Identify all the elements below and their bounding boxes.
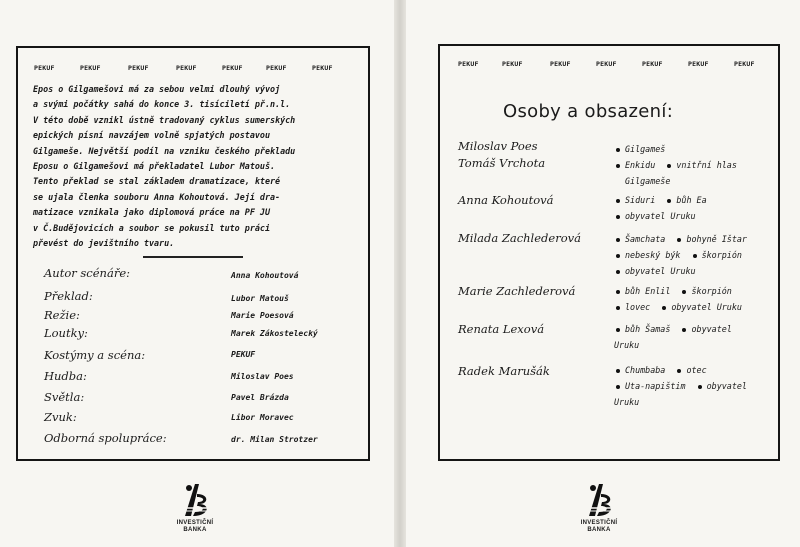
role-name: Gilgameše (625, 176, 671, 186)
intro-line: v Č.Budějovicích a soubor se pokusil tuto práci (33, 222, 270, 233)
cast-roles (614, 283, 742, 315)
credit-label: Překlad: (44, 289, 93, 303)
credit-label: Režie: (44, 308, 80, 322)
cast-actor: Tomáš Vrchota (458, 156, 546, 170)
credit-value: Marek Zákostelecký (231, 329, 318, 338)
credit-label: Hudba: (44, 369, 87, 383)
intro-line: převést do jevištního tvaru. (33, 238, 175, 249)
role-name: Šamchata (625, 234, 666, 244)
pekuf-label: PEKUF (688, 60, 709, 68)
pekuf-label: PEKUF (458, 60, 479, 68)
logo-text-line: BANKA (587, 527, 611, 533)
credit-value: Libor Moravec (231, 413, 294, 422)
credit-label: Zvuk: (44, 410, 77, 424)
cast-actor: Radek Marušák (458, 364, 550, 378)
logo-text-line: INVESTIČNÍ (176, 520, 214, 526)
pekuf-row-left (0, 64, 396, 74)
role-name: Enkidu (625, 160, 656, 170)
pekuf-label: PEKUF (176, 64, 197, 72)
credit-value: Anna Kohoutová (231, 271, 299, 280)
role-name: obyvatel Uruku (625, 266, 696, 276)
bank-logo-left (160, 478, 230, 534)
role-name: nebeský býk (625, 250, 681, 260)
pekuf-row-right (404, 60, 800, 70)
role-name: bůh Šamaš (625, 324, 671, 334)
cast-actor: Marie Zachlederová (458, 284, 576, 298)
credit-label: Odborná spolupráce: (44, 431, 167, 445)
divider-line (143, 256, 243, 258)
cast-roles (614, 321, 732, 353)
role-name: Uruku (614, 340, 640, 350)
cast-roles (614, 141, 665, 157)
credit-value: PEKUF (231, 350, 256, 359)
role-name: Uruku (614, 397, 640, 407)
pekuf-label: PEKUF (266, 64, 287, 72)
pekuf-label: PEKUF (34, 64, 55, 72)
bank-emblem-icon (175, 478, 215, 520)
pekuf-label: PEKUF (596, 60, 617, 68)
role-name: škorpión (701, 250, 742, 260)
intro-line: Tento překlad se stal základem dramatizace, které (33, 176, 281, 187)
role-name: otec (686, 365, 707, 375)
bank-logo-right (564, 478, 634, 534)
cast-heading: Osoby a obsazení: (503, 101, 674, 122)
pekuf-label: PEKUF (550, 60, 571, 68)
role-name: vnitřní hlas (676, 160, 737, 170)
role-name: Chumbaba (625, 365, 666, 375)
role-name: Siduri (625, 195, 656, 205)
credit-value: Pavel Brázda (231, 393, 289, 402)
role-name: obyvatel (706, 381, 747, 391)
credit-label: Kostýmy a scéna: (44, 348, 146, 362)
cast-roles (614, 157, 737, 189)
credit-value: dr. Milan Strotzer (231, 435, 318, 444)
cast-roles (614, 231, 747, 279)
bank-emblem-icon (579, 478, 619, 520)
logo-text-line: BANKA (183, 527, 207, 533)
intro-line: Eposu o Gilgamešovi má překladatel Lubor Matouš. (33, 161, 276, 172)
cast-roles (614, 192, 707, 224)
cast-actor: Milada Zachlederová (458, 231, 581, 245)
intro-line: V této době vznikl ústně tradovaný cyklus sumerských (33, 114, 296, 125)
pekuf-label: PEKUF (312, 64, 333, 72)
intro-line: matizace vznikala jako diplomová práce na PF JU (33, 207, 270, 218)
role-name: obyvatel Uruku (625, 211, 696, 221)
credit-value: Miloslav Poes (231, 372, 294, 381)
pekuf-label: PEKUF (642, 60, 663, 68)
pekuf-label: PEKUF (502, 60, 523, 68)
credit-value: Lubor Matouš (231, 294, 289, 303)
intro-paragraph (33, 82, 363, 251)
cast-actor: Anna Kohoutová (458, 193, 554, 207)
role-name: lovec (625, 302, 651, 312)
logo-text-line: INVESTIČNÍ (580, 520, 618, 526)
intro-line: epických písní navzájem volně spjatých postavou (33, 130, 270, 141)
intro-line: Epos o Gilgamešovi má za sebou velmi dlouhý vývoj (33, 84, 281, 94)
role-name: bůh Enlil (625, 286, 671, 296)
page-gutter (394, 0, 406, 547)
cast-actor: Miloslav Poes (458, 139, 538, 153)
credit-label: Autor scénáře: (44, 266, 130, 280)
intro-line: Gilgameše. Největší podíl na vzniku českého překladu (33, 145, 296, 156)
role-name: Gilgameš (625, 144, 666, 154)
role-name: Uta-napištim (625, 381, 686, 391)
role-name: škorpión (691, 286, 732, 296)
pekuf-label: PEKUF (734, 60, 755, 68)
role-name: obyvatel (691, 324, 732, 334)
role-name: obyvatel Uruku (671, 302, 742, 312)
credit-value: Marie Poesová (231, 311, 294, 320)
pekuf-label: PEKUF (80, 64, 101, 72)
role-name: bůh Ea (676, 195, 707, 205)
pekuf-label: PEKUF (222, 64, 243, 72)
credit-label: Loutky: (44, 326, 88, 340)
credit-label: Světla: (44, 390, 85, 404)
cast-actor: Renata Lexová (458, 322, 545, 336)
intro-line: se ujala členka souboru Anna Kohoutová. Její dra- (33, 191, 281, 202)
role-name: bohyně Ištar (686, 234, 747, 244)
pekuf-label: PEKUF (128, 64, 149, 72)
intro-line: a svými počátky sahá do konce 3. tisíciletí př.n.l. (33, 99, 291, 110)
cast-roles (614, 362, 747, 410)
